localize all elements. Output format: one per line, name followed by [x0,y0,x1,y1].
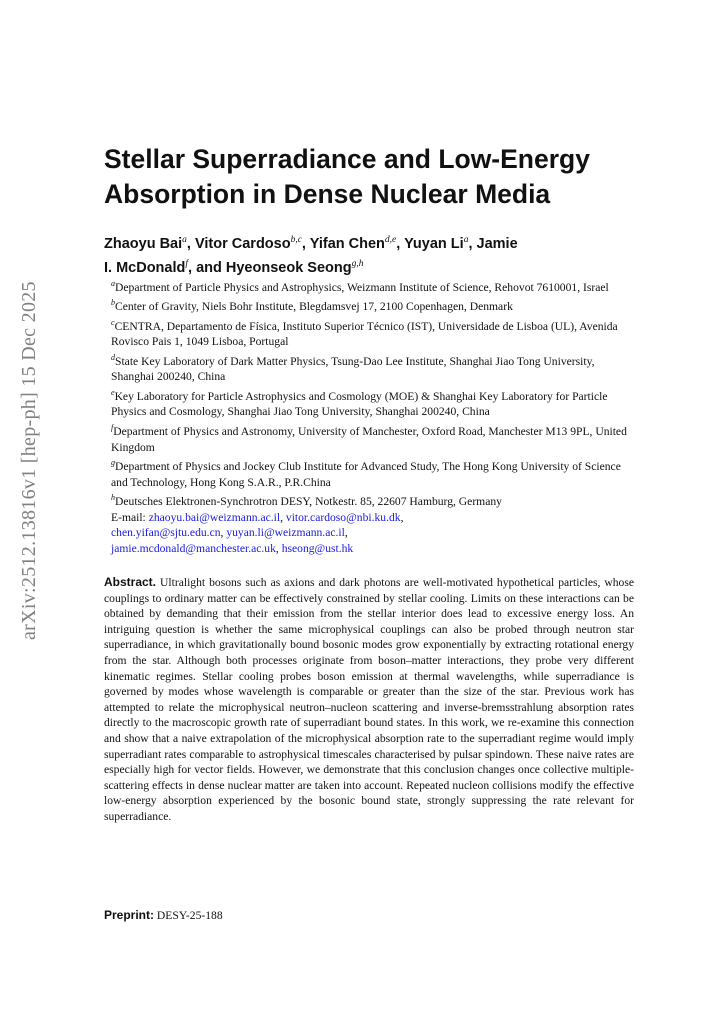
affiliation-mark: b [111,298,115,308]
abstract [104,575,634,825]
affiliation-item [111,490,634,509]
author-name: Jamie [476,235,518,252]
affiliation-mark: f [111,423,114,433]
author-separator: , [396,235,405,252]
email-label: E-mail: [111,510,146,524]
affiliation-text: Department of Particle Physics and Astrophysics, Weizmann Institute of Science, Rehovot 7610001, Israel [115,280,609,294]
affiliation-list [111,276,634,556]
affiliation-mark: c [111,317,115,327]
author-affil-mark: a [182,235,187,245]
affiliation-mark: h [111,493,115,503]
author-name: Yifan Chen [309,235,385,252]
affiliation-mark: e [111,388,115,397]
author-affil-mark: f [185,258,189,269]
author-separator: , and [188,259,226,276]
affiliation-item [111,315,634,350]
author-name: Hyeonseok Seong [225,259,352,276]
email-line-2: chen.yifan@sjtu.edu.cn, yuyan.li@weizmann.ac.il, [111,526,348,540]
email-line-3: jamie.mcdonald@manchester.ac.uk, hseong@ust.hk [111,541,354,555]
author-separator: , [301,235,310,252]
affiliation-item [111,455,634,490]
affiliation-item [111,295,634,314]
affiliation-item [111,276,634,295]
email-link[interactable]: hseong@ust.hk [281,541,354,555]
preprint-label: Preprint: [104,908,155,922]
email-line-1: E-mail: zhaoyu.bai@weizmann.ac.il, vitor.cardoso@nbi.ku.dk, [111,510,404,524]
author-line-1 [104,230,644,254]
arxiv-identifier: arXiv:2512.13816v1 [hep-ph] 15 Dec 2025 [18,281,40,640]
email-link[interactable]: jamie.mcdonald@manchester.ac.uk [111,541,276,555]
email-link[interactable]: zhaoyu.bai@weizmann.ac.il [148,510,281,524]
affiliation-text: Deutsches Elektronen-Synchrotron DESY, Notkestr. 85, 22607 Hamburg, Germany [115,495,502,508]
author-separator: , [468,235,477,252]
paper-title [104,142,644,212]
affiliation-item [111,420,634,455]
author-separator: , [186,235,195,252]
preprint-number [104,908,223,922]
title-line-2: Absorption in Dense Nuclear Media [104,179,551,209]
affiliation-mark: a [111,279,115,288]
affiliation-text: Key Laboratory for Particle Astrophysics and Cosmology (MOE) & Shanghai Key Laboratory for Particle Physics and Cosmology, Shanghai Jiao Tong University, Shanghai 200240, China [111,389,608,419]
author-name: Vitor Cardoso [194,235,291,252]
affiliation-text: Department of Physics and Astronomy, University of Manchester, Oxford Road, Manchester M13 9PL, United Kingdom [111,424,627,454]
email-link[interactable]: chen.yifan@sjtu.edu.cn [111,526,221,540]
author-list [104,230,644,278]
email-link[interactable]: vitor.cardoso@nbi.ku.dk [285,510,401,524]
author-affil-mark: a [463,235,469,245]
author-affil-mark: b,c [290,235,302,245]
preprint-value: DESY-25-188 [156,909,223,922]
author-name: Yuyan Li [404,235,464,252]
author-name: I. McDonald [104,259,186,276]
title-line-1: Stellar Superradiance and Low-Energy [104,144,590,174]
affiliation-text: CENTRA, Departamento de Física, Instituto Superior Técnico (IST), Universidade de Lisboa (UL), Avenida Rovisco Pais 1, 1049 Lisboa, Portugal [111,319,618,349]
affiliation-mark: d [111,352,115,362]
author-line-2 [104,254,644,278]
author-affil-mark: d,e [384,235,397,245]
abstract-label: Abstract. [104,575,157,589]
affiliation-item [111,350,634,385]
email-link[interactable]: yuyan.li@weizmann.ac.il [226,526,345,540]
affiliation-item [111,385,634,420]
affiliation-text: State Key Laboratory of Dark Matter Physics, Tsung-Dao Lee Institute, Shanghai Jiao Tong University, Shanghai 200240, China [111,354,595,384]
author-affil-mark: g,h [351,258,364,269]
abstract-text: Ultralight bosons such as axions and dark photons are well-motivated hypothetical particles, whose couplings to ordinary matter can be effectively constrained by stellar cooling. Limits on these interactions can be obtained by demanding that their emission from the stellar interior does lead to excessive energy loss. An intriguing question is whether the same microphysical couplings can also be probed through neutron star superradiance, in which gravitationally bound bosonic modes grow exponentially by extracting rotational energy from the star. Although both processes originate from boson–matter interactions, they probe very different kinematic regimes. Stellar cooling probes boson emission at thermal wavelengths, while superradiance is governed by modes whose wavelength is comparable or greater than the size of the star. Previous work has attempted to relate the microphysical neutron–nucleon scattering and inverse-bremsstrahlung absorption rates directly to the macroscopic growth rate of superradiant bound states. In this work, we re-examine this connection and show that a naive extrapolation of the microphysical absorption rate to the superradiant regime would imply superradiant rates comparable to astrophysical timescales characterised by pulsar spindown. These naive rates are especially high for vector fields. However, we demonstrate that this conclusion changes once collective multiple-scattering effects in dense nuclear matter are taken into account. Repeated nucleon collisions modify the effective low-energy absorption experienced by the bosonic bound state, strongly suppressing the rate relevant for superradiance. [104,576,635,823]
affiliation-text: Department of Physics and Jockey Club Institute for Advanced Study, The Hong Kong University of Science and Technology, Hong Kong S.A.R., P.R.China [111,459,621,489]
affiliation-mark: g [111,458,115,468]
author-name: Zhaoyu Bai [104,235,183,252]
affiliation-text: Center of Gravity, Niels Bohr Institute, Blegdamsvej 17, 2100 Copenhagen, Denmark [115,300,513,314]
